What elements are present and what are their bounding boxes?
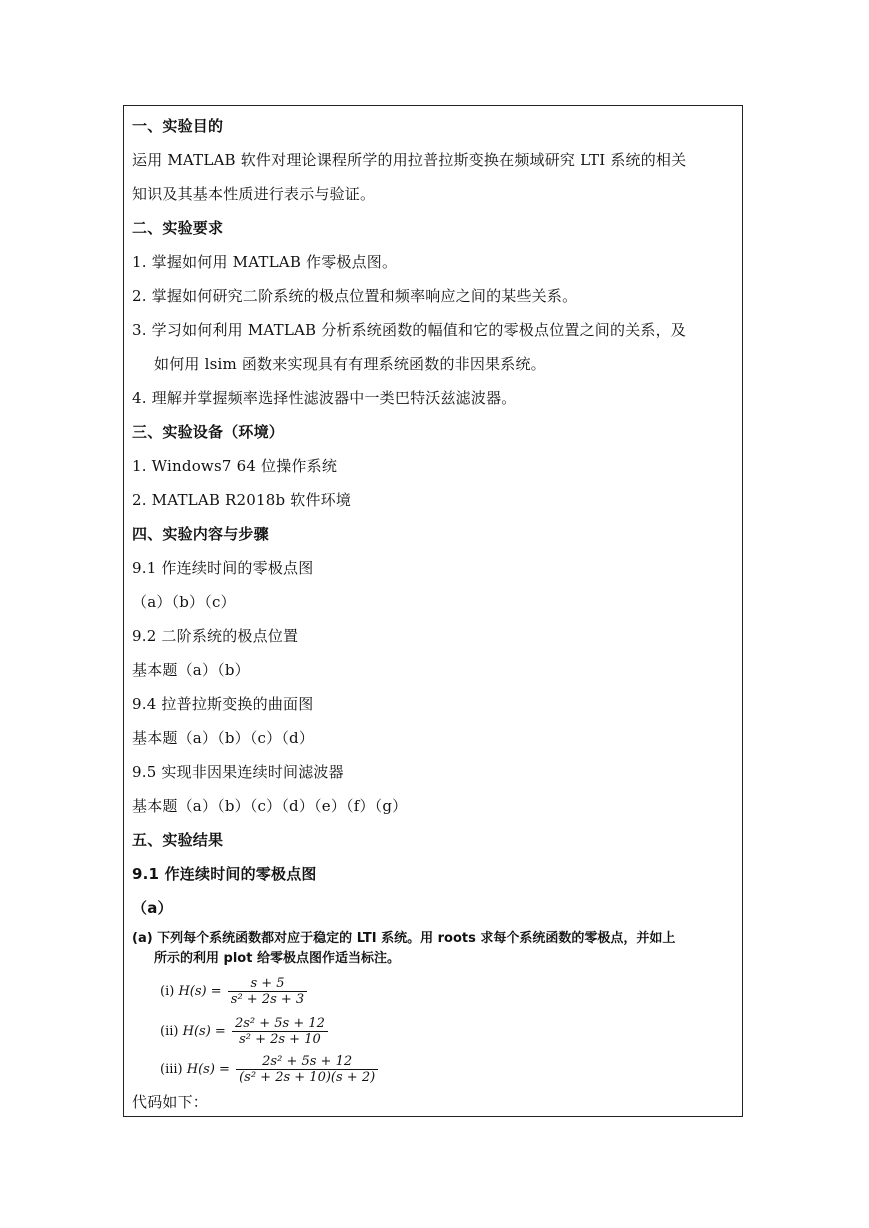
problem-line-1: (a) 下列每个系统函数都对应于稳定的 LTI 系统。用 roots 求每个系统函数的零极点，并如上 (132, 931, 676, 946)
content-line-3: 9.2 二阶系统的极点位置 (132, 627, 299, 645)
content-line-7: 9.5 实现非因果连续时间滤波器 (132, 763, 344, 781)
code-label: 代码如下： (132, 1093, 209, 1111)
requirement-2: 2. 掌握如何研究二阶系统的极点位置和频率响应之间的某些关系。 (132, 287, 578, 305)
equation-i (160, 976, 307, 1007)
requirement-1: 1. 掌握如何用 MATLAB 作零极点图。 (132, 253, 398, 271)
section-1-text-line-1: 运用 MATLAB 软件对理论课程所学的用拉普拉斯变换在频域研究 LTI 系统的相关 (132, 151, 687, 169)
equipment-2: 2. MATLAB R2018b 软件环境 (132, 491, 352, 509)
content-line-6: 基本题（a）（b）（c）（d） (132, 729, 315, 747)
content-line-5: 9.4 拉普拉斯变换的曲面图 (132, 695, 314, 713)
equation-ii-denominator: s² + 2s + 10 (232, 1031, 328, 1047)
section-1-title: 一、实验目的 (132, 117, 224, 135)
content-line-1: 9.1 作连续时间的零极点图 (132, 559, 314, 577)
section-2-title: 二、实验要求 (132, 219, 224, 237)
content-line-2: （a）（b）（c） (132, 593, 236, 611)
section-1-text-line-2: 知识及其基本性质进行表示与验证。 (132, 185, 376, 203)
equation-iii-fraction (236, 1054, 378, 1085)
equation-ii-label: (ii) (160, 1024, 179, 1039)
content-line-8: 基本题（a）（b）（c）（d）（e）（f）（g） (132, 797, 408, 815)
result-subtitle: 9.1 作连续时间的零极点图 (132, 865, 317, 883)
content-line-4: 基本题（a）（b） (132, 661, 250, 679)
equation-iii-label: (iii) (160, 1062, 183, 1077)
equation-ii (160, 1016, 328, 1047)
requirement-3-line-2: 如何用 lsim 函数来实现具有有理系统函数的非因果系统。 (154, 355, 546, 373)
equation-ii-fraction (232, 1016, 328, 1047)
section-5-title: 五、实验结果 (132, 831, 224, 849)
problem-line-2: 所示的利用 plot 给零极点图作适当标注。 (154, 951, 400, 966)
equation-i-fraction (228, 976, 307, 1007)
equation-iii (160, 1054, 378, 1085)
equation-iii-denominator: (s² + 2s + 10)(s + 2) (236, 1069, 378, 1085)
equipment-1: 1. Windows7 64 位操作系统 (132, 457, 338, 475)
requirement-3-line-1: 3. 学习如何利用 MATLAB 分析系统函数的幅值和它的零极点位置之间的关系，及 (132, 321, 687, 339)
equation-i-denominator: s² + 2s + 3 (228, 991, 307, 1007)
report-frame (123, 105, 743, 1117)
equation-ii-lhs: H(s) = (182, 1024, 226, 1039)
equation-i-numerator: s + 5 (250, 976, 285, 991)
equation-i-label: (i) (160, 984, 175, 999)
section-4-title: 四、实验内容与步骤 (132, 525, 269, 543)
equation-i-lhs: H(s) = (178, 984, 222, 999)
equation-iii-numerator: 2s² + 5s + 12 (262, 1054, 353, 1069)
equation-ii-numerator: 2s² + 5s + 12 (234, 1016, 325, 1031)
equation-iii-lhs: H(s) = (186, 1062, 230, 1077)
result-part-a: （a） (132, 899, 173, 917)
problem-statement-image (132, 928, 732, 1088)
section-3-title: 三、实验设备（环境） (132, 423, 285, 441)
requirement-4: 4. 理解并掌握频率选择性滤波器中一类巴特沃兹滤波器。 (132, 389, 517, 407)
